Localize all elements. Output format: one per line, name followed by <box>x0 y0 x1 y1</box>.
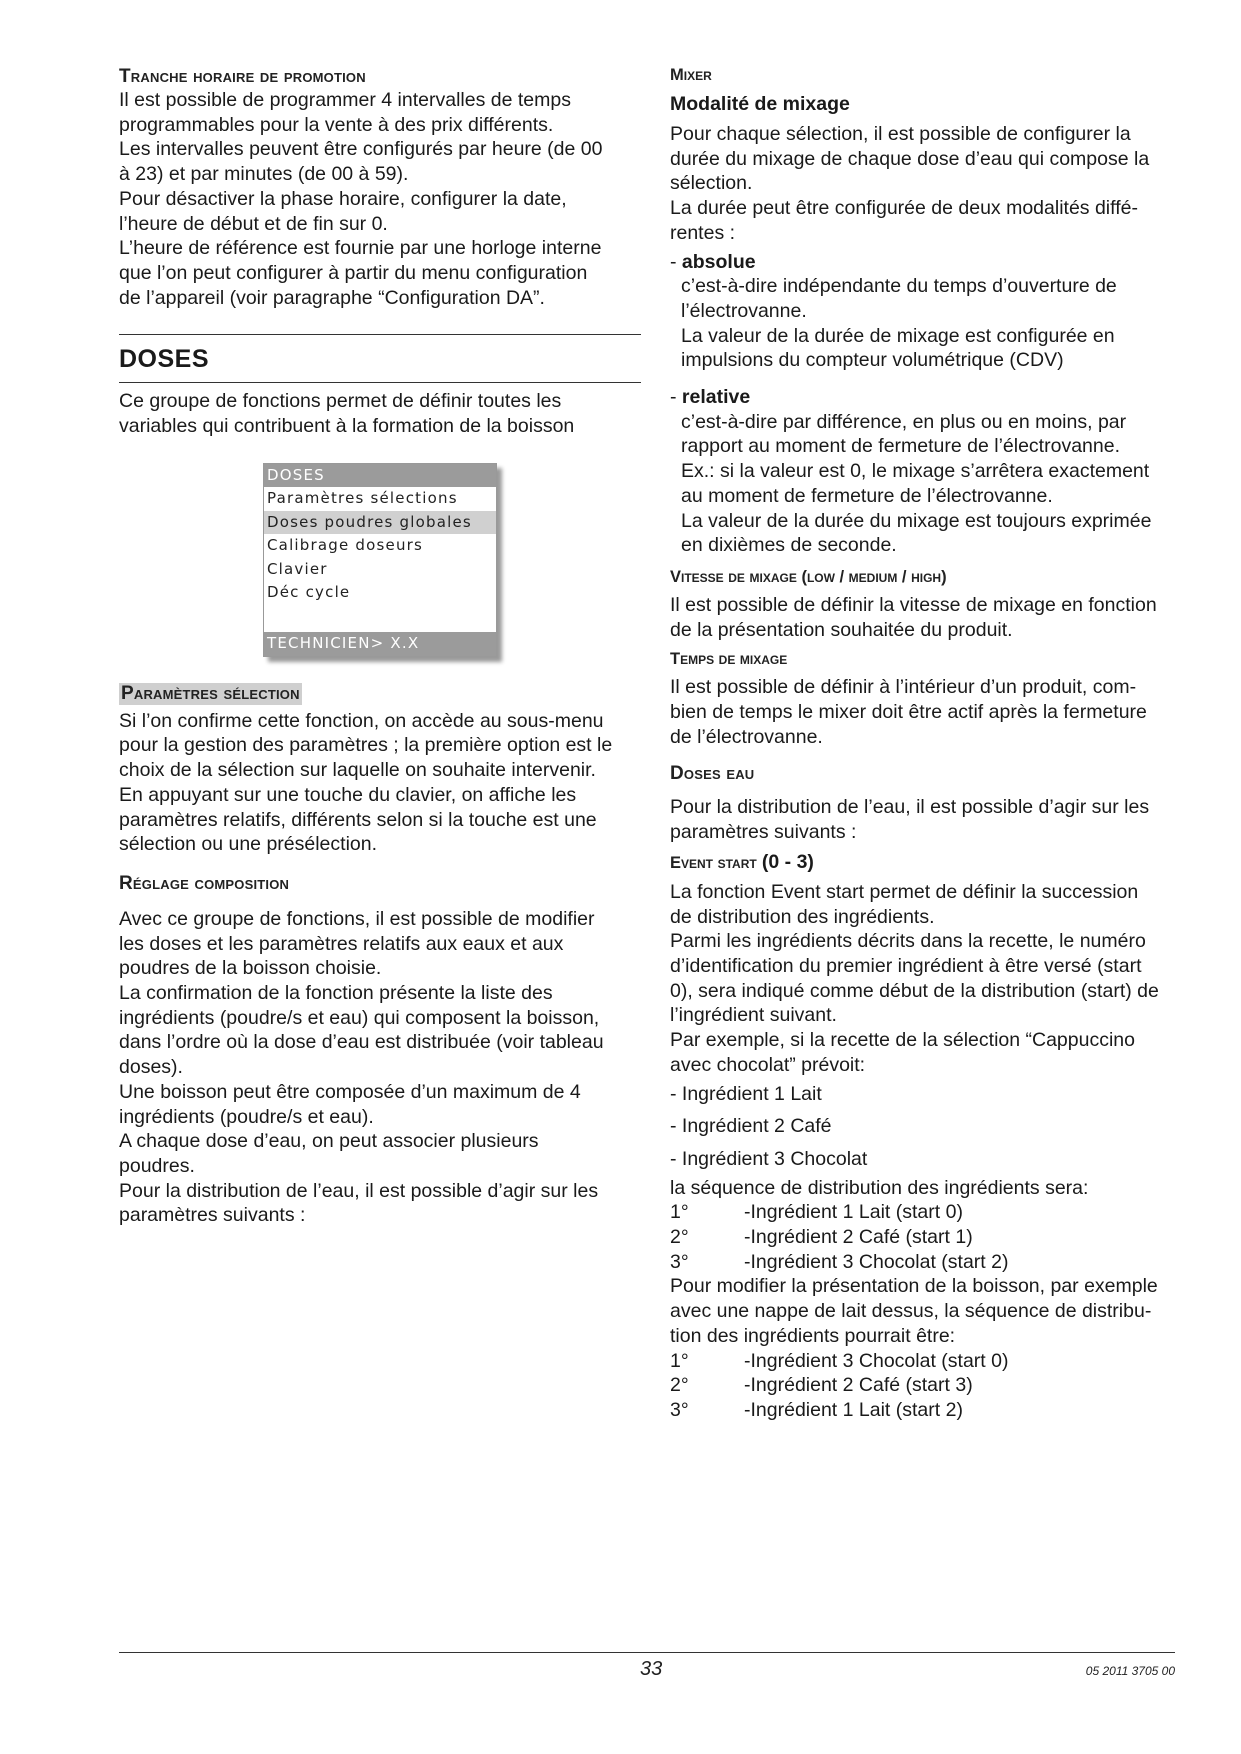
absolue-label: absolue <box>681 250 756 273</box>
sequence-number: 1° <box>670 1349 689 1372</box>
menu-header: DOSES <box>264 464 496 488</box>
text-line: d’identification du premier ingrédient à être versé (start <box>670 954 1142 977</box>
text-line: les doses et les paramètres relatifs aux eaux et aux <box>119 932 564 955</box>
text-line: La valeur de la durée du mixage est toujours exprimée <box>681 509 1152 532</box>
doses-menu-display <box>263 463 497 657</box>
text-line: L’heure de référence est fournie par une horloge interne <box>119 237 602 260</box>
text-line: avec une nappe de lait dessus, la séquence de distribu- <box>670 1300 1152 1323</box>
text-line: à 23) et par minutes (de 00 à 59). <box>119 163 409 186</box>
sequence-list-2 <box>670 1349 1200 1423</box>
section-title-vitesse-mixage: Vitesse de mixage (low / medium / high) <box>670 567 947 586</box>
text-line: de distribution des ingrédients. <box>670 905 935 928</box>
sequence-text: -Ingrédient 1 Lait (start 0) <box>744 1201 963 1224</box>
text-line: Ce groupe de fonctions permet de définir toutes les <box>119 390 562 413</box>
menu-item-dec-cycle[interactable]: Déc cycle <box>267 583 351 602</box>
sequence-text: -Ingrédient 2 Café (start 1) <box>744 1226 973 1249</box>
text-line: paramètres relatifs, différents selon si la touche est une <box>119 808 597 831</box>
ingredient-item: - Ingrédient 3 Chocolat <box>670 1147 868 1170</box>
text-line: durée du mixage de chaque dose d’eau qui compose la <box>670 147 1150 170</box>
text-line: c’est-à-dire indépendante du temps d’ouverture de <box>681 275 1117 298</box>
text-line: En appuyant sur une touche du clavier, on affiche les <box>119 783 577 806</box>
text-line: poudres de la boisson choisie. <box>119 957 382 980</box>
vitesse-paragraph <box>670 593 1200 642</box>
event-start-title: Event start <box>670 853 757 872</box>
text-line: Parmi les ingrédients décrits dans la recette, le numéro <box>670 930 1146 953</box>
event-paragraph <box>670 880 1200 1078</box>
sequence-row <box>670 1349 1200 1374</box>
text-line: Il est possible de définir à l’intérieur d’un produit, com- <box>670 676 1137 699</box>
text-line: Pour modifier la présentation de la boisson, par exemple <box>670 1275 1158 1298</box>
text-line: ingrédients (poudre/s et eau) qui composent la boisson, <box>119 1006 600 1029</box>
text-line: en dixièmes de seconde. <box>681 534 897 557</box>
sequence-number: 2° <box>670 1226 689 1249</box>
section-title-doses-eau: Doses eau <box>670 763 755 785</box>
text-line: Pour la distribution de l’eau, il est possible d’agir sur les <box>119 1179 599 1202</box>
menu-item-doses-poudres-globales[interactable]: Doses poudres globales <box>264 511 496 535</box>
modif-paragraph <box>670 1274 1200 1348</box>
tranche-paragraph <box>119 88 639 310</box>
text-line: de l’appareil (voir paragraphe “Configuration DA”. <box>119 286 545 309</box>
menu-footer-technicien: TECHNICIEN> X.X <box>264 632 496 656</box>
text-line: impulsions du compteur volumétrique (CDV) <box>681 349 1064 372</box>
sequence-row <box>670 1225 1200 1250</box>
text-line: Si l’on confirme cette fonction, on accède au sous-menu <box>119 709 604 732</box>
text-line: Les intervalles peuvent être configurés par heure (de 00 <box>119 138 603 161</box>
sequence-text: -Ingrédient 1 Lait (start 2) <box>744 1398 963 1421</box>
text-line: rentes : <box>670 221 736 244</box>
text-line: Une boisson peut être composée d’un maximum de 4 <box>119 1080 581 1103</box>
text-line: c’est-à-dire par différence, en plus ou en moins, par <box>681 410 1127 433</box>
section-title-reglage-composition: Réglage composition <box>119 872 290 894</box>
sequence-row <box>670 1398 1200 1423</box>
relative-label-line: - relative <box>670 386 751 409</box>
text-line: de l’électrovanne. <box>670 725 823 748</box>
text-line: paramètres suivants : <box>119 1204 306 1227</box>
text-line: de la présentation souhaitée du produit. <box>670 618 1013 641</box>
section-title-tranche-horaire: Tranche horaire de promotion <box>119 66 366 87</box>
text-line: choix de la sélection sur laquelle on souhaite intervenir. <box>119 759 596 782</box>
text-line: A chaque dose d’eau, on peut associer plusieurs <box>119 1130 539 1153</box>
menu-item-clavier[interactable]: Clavier <box>267 559 328 578</box>
text-line: rapport au moment de fermeture de l’électrovanne. <box>681 435 1120 458</box>
sequence-number: 1° <box>670 1201 689 1224</box>
relative-label: relative <box>681 386 751 409</box>
text-line: La confirmation de la fonction présente la liste des <box>119 982 553 1005</box>
ingredient-item: - Ingrédient 1 Lait <box>670 1082 822 1105</box>
text-line: pour la gestion des paramètres ; la première option est le <box>119 734 613 757</box>
ingredient-item: - Ingrédient 2 Café <box>670 1115 832 1138</box>
text-line: sélection. <box>670 172 753 195</box>
reglage-paragraph <box>119 907 639 1228</box>
section-title-mixer: Mixer <box>670 66 712 84</box>
doses-eau-paragraph <box>670 795 1200 844</box>
modalite-paragraph <box>670 122 1200 246</box>
subtitle-modalite-mixage: Modalité de mixage <box>670 93 850 115</box>
text-line: La fonction Event start permet de définir la succession <box>670 880 1139 903</box>
sequence-row <box>670 1200 1200 1225</box>
text-line: bien de temps le mixer doit être actif après la fermeture <box>670 701 1147 724</box>
document-number: 05 2011 3705 00 <box>1085 1664 1175 1678</box>
text-line: Pour la distribution de l’eau, il est possible d’agir sur les <box>670 796 1150 819</box>
param-paragraph <box>119 709 639 857</box>
text-line: Ex.: si la valeur est 0, le mixage s’arrêtera exactement <box>681 460 1150 483</box>
highlighted-title: Paramètres sélection <box>121 682 300 704</box>
text-line: Il est possible de programmer 4 intervalles de temps <box>119 89 571 111</box>
section-title-temps-mixage: Temps de mixage <box>670 650 788 669</box>
text-line: ingrédients (poudre/s et eau). <box>119 1105 374 1128</box>
sequence-row <box>670 1373 1200 1398</box>
text-line: que l’on peut configurer à partir du menu configuration <box>119 261 588 284</box>
left-column <box>119 66 639 1228</box>
sequence-text: -Ingrédient 3 Chocolat (start 0) <box>744 1349 1009 1372</box>
text-line: Il est possible de définir la vitesse de mixage en fonction <box>670 593 1157 616</box>
sequence-text: -Ingrédient 3 Chocolat (start 2) <box>744 1250 1009 1273</box>
footer-divider <box>119 1652 1175 1653</box>
text-line: avec chocolat” prévoit: <box>670 1053 866 1076</box>
text-line: poudres. <box>119 1154 195 1177</box>
text-line: sélection ou une présélection. <box>119 833 378 856</box>
relative-description <box>670 410 1200 558</box>
absolue-description <box>670 274 1200 373</box>
text-line: Par exemple, si la recette de la sélection “Cappuccino <box>670 1029 1135 1052</box>
sequence-row <box>670 1250 1200 1275</box>
text-line: l’heure de début et de fin sur 0. <box>119 212 388 235</box>
event-start-range: (0 - 3) <box>761 850 814 873</box>
sequence-text: -Ingrédient 2 Café (start 3) <box>744 1374 973 1397</box>
text-line: 0), sera indiqué comme début de la distribution (start) de <box>670 979 1159 1002</box>
temps-paragraph <box>670 675 1200 749</box>
text-line: Avec ce groupe de fonctions, il est possible de modifier <box>119 907 595 930</box>
doses-heading: DOSES <box>119 345 210 374</box>
text-line: l’électrovanne. <box>681 299 807 322</box>
text-line: l’ingrédient suivant. <box>670 1004 837 1027</box>
menu-item-parametres-selections[interactable]: Paramètres sélections <box>267 489 458 508</box>
section-title-parametres-selection <box>119 683 639 705</box>
sequence-intro: la séquence de distribution des ingrédients sera: <box>670 1176 1089 1199</box>
right-column <box>670 66 1200 1423</box>
text-line: Pour chaque sélection, il est possible de configurer la <box>670 123 1131 145</box>
sequence-number: 3° <box>670 1250 689 1273</box>
text-line: Pour désactiver la phase horaire, configurer la date, <box>119 187 567 210</box>
page-number: 33 <box>640 1658 663 1680</box>
text-line: La valeur de la durée de mixage est configurée en <box>681 324 1115 347</box>
sequence-number: 2° <box>670 1374 689 1397</box>
menu-item-calibrage-doseurs[interactable]: Calibrage doseurs <box>267 536 424 555</box>
sequence-number: 3° <box>670 1398 689 1421</box>
text-line: programmables pour la vente à des prix différents. <box>119 113 554 136</box>
text-line: paramètres suivants : <box>670 821 857 844</box>
text-line: doses). <box>119 1056 183 1079</box>
section-title-event-start <box>670 851 1200 874</box>
text-line: dans l’ordre où la dose d’eau est distribuée (voir tableau <box>119 1031 604 1054</box>
text-line: tion des ingrédients pourrait être: <box>670 1324 956 1347</box>
doses-intro <box>119 389 639 438</box>
text-line: variables qui contribuent à la formation de la boisson <box>119 415 575 438</box>
text-line: au moment de fermeture de l’électrovanne. <box>681 484 1053 507</box>
text-line: La durée peut être configurée de deux modalités diffé- <box>670 197 1138 220</box>
sequence-list-1 <box>670 1200 1200 1274</box>
absolue-label-line: - absolue <box>670 250 756 273</box>
